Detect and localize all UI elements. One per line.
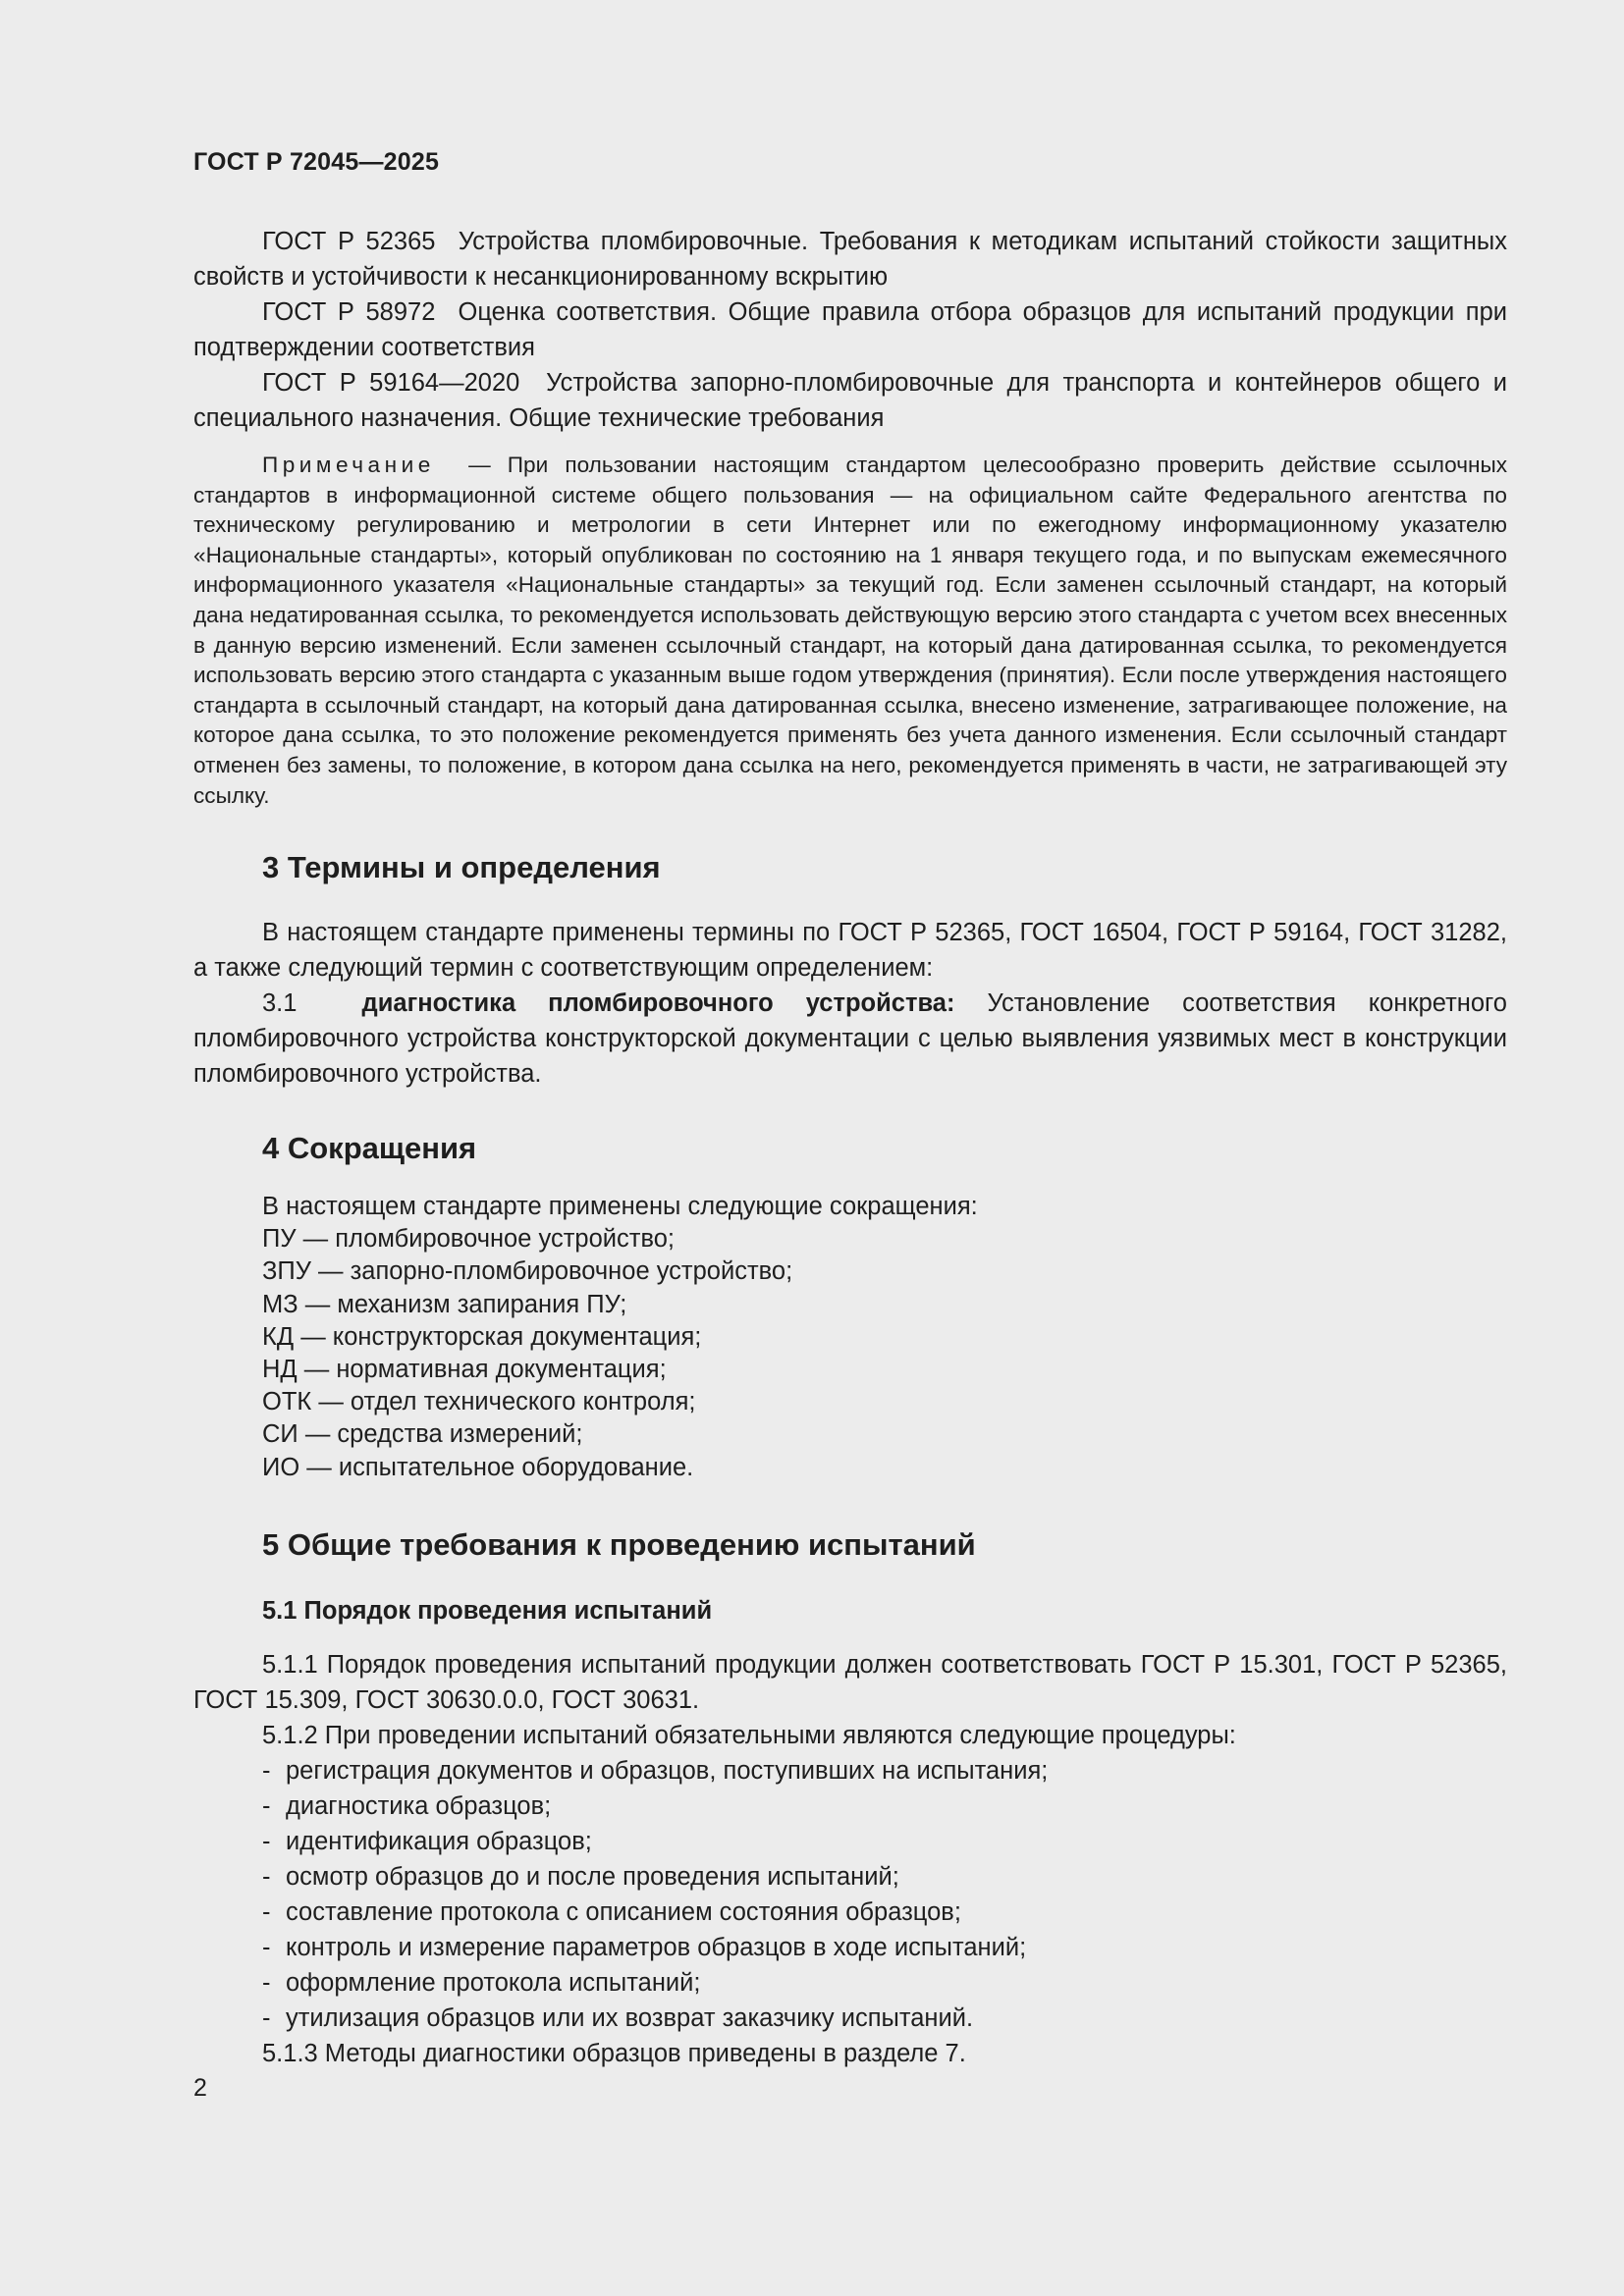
list-item: КД — конструкторская документация; (262, 1322, 702, 1351)
note-label: Примечание (262, 453, 435, 477)
reference-item (193, 294, 1507, 365)
section-3-body (193, 915, 1507, 1092)
list-item: - диагностика образцов; (262, 1792, 552, 1820)
reference-code: ГОСТ Р 58972 (262, 298, 436, 326)
section-3-intro: В настоящем стандарте применены термины по ГОСТ Р 52365, ГОСТ 16504, ГОСТ Р 59164, ГОСТ 31282, а также следующий термин с соответствующим определением: (193, 919, 1507, 982)
section-3-heading: 3 Термины и определения (262, 850, 661, 884)
list-item: - идентификация образцов; (262, 1828, 592, 1855)
note-paragraph (193, 451, 1507, 811)
list-item: - оформление протокола испытаний; (262, 1969, 701, 1997)
note-text: — При пользовании настоящим стандартом целесообразно проверить действие ссылочных стандартов в информационной системе общего пользования — на официальном сайте Федерального агентства по техническому регулированию и метрологии в сети Интернет или по ежегодному информационному указателю «Национальные стандарты», который опубликован по состоянию на 1 января текущего года, и по выпускам ежемесячного информационного указателя «Национальные стандарты» за текущий год. Если заменен ссылочный стандарт, на который дана недатированная ссылка, то рекомендуется использовать действующую версию этого стандарта с учетом всех внесенных в данную версию изменений. Если заменен ссылочный стандарт, на который дана датированная ссылка, то рекомендуется использовать версию этого стандарта с указанным выше годом утверждения (принятия). Если после утверждения настоящего стандарта в ссылочный стандарт, на который дана датированная ссылка, внесено изменение, затрагивающее положение, на которое дана ссылка, то это положение рекомендуется применять без учета данного изменения. Если ссылочный стандарт отменен без замены, то положение, в котором дана ссылка на него, рекомендуется применять в части, не затрагивающей эту ссылку. (193, 453, 1508, 808)
list-item: - контроль и измерение параметров образцов в ходе испытаний; (262, 1934, 1027, 1961)
list-item: СИ — средства измерений; (262, 1420, 583, 1449)
reference-item (193, 365, 1507, 436)
paragraph-5-1-2: 5.1.2 При проведении испытаний обязательными являются следующие процедуры: (262, 1722, 1236, 1749)
list-item: - регистрация документов и образцов, поступивших на испытания; (262, 1757, 1049, 1785)
section-4-heading: 4 Сокращения (262, 1131, 477, 1165)
term-definition (193, 986, 1507, 1092)
reference-code: ГОСТ Р 52365 (262, 228, 436, 255)
term-definition-text: Установление соответствия конкретного пломбировочного устройства конструкторской документации с целью выявления уязвимых мест в конструкции пломбировочного устройства. (193, 989, 1507, 1088)
list-item: - осмотр образцов до и после проведения испытаний; (262, 1863, 899, 1891)
paragraph-5-1-3: 5.1.3 Методы диагностики образцов приведены в разделе 7. (262, 2040, 966, 2067)
normative-references (193, 224, 1507, 436)
paragraph-5-1-1: 5.1.1 Порядок проведения испытаний продукции должен соответствовать ГОСТ Р 15.301, ГОСТ Р 52365, ГОСТ 15.309, ГОСТ 30630.0.0, ГОСТ 30631. (193, 1651, 1507, 1714)
list-item: ПУ — пломбировочное устройство; (262, 1225, 675, 1254)
page-number: 2 (193, 2074, 207, 2102)
term-name: диагностика пломбировочного устройства: (361, 989, 955, 1017)
list-item: ОТК — отдел технического контроля; (262, 1388, 696, 1416)
reference-item (193, 224, 1507, 294)
list-item: - составление протокола с описанием состояния образцов; (262, 1898, 961, 1926)
list-item: МЗ — механизм запирания ПУ; (262, 1290, 627, 1318)
reference-code: ГОСТ Р 59164—2020 (262, 369, 520, 397)
section-5-heading: 5 Общие требования к проведению испытаний (262, 1527, 976, 1562)
abbreviations-intro: В настоящем стандарте применены следующие сокращения: (262, 1193, 978, 1220)
document-id: ГОСТ Р 72045—2025 (193, 148, 440, 176)
term-number: 3.1 (262, 989, 298, 1017)
reference-title: Оценка соответствия. Общие правила отбора образцов для испытаний продукции при подтверждении соответствия (193, 298, 1507, 361)
list-item: - утилизация образцов или их возврат заказчику испытаний. (262, 2004, 974, 2032)
list-item: ЗПУ — запорно-пломбировочное устройство; (262, 1257, 793, 1286)
reference-title: Устройства запорно-пломбировочные для транспорта и контейнеров общего и специального назначения. Общие технические требования (193, 369, 1508, 432)
list-item: ИО — испытательное оборудование. (262, 1453, 694, 1481)
list-item: НД — нормативная документация; (262, 1356, 667, 1384)
abbreviations-list (262, 1191, 978, 1484)
section-5-body (193, 1647, 1507, 2071)
reference-title: Устройства пломбировочные. Требования к методикам испытаний стойкости защитных свойств и устойчивости к несанкционированному вскрытию (193, 228, 1507, 291)
procedures-list (193, 1753, 1507, 2036)
subsection-5-1-heading: 5.1 Порядок проведения испытаний (262, 1597, 713, 1625)
